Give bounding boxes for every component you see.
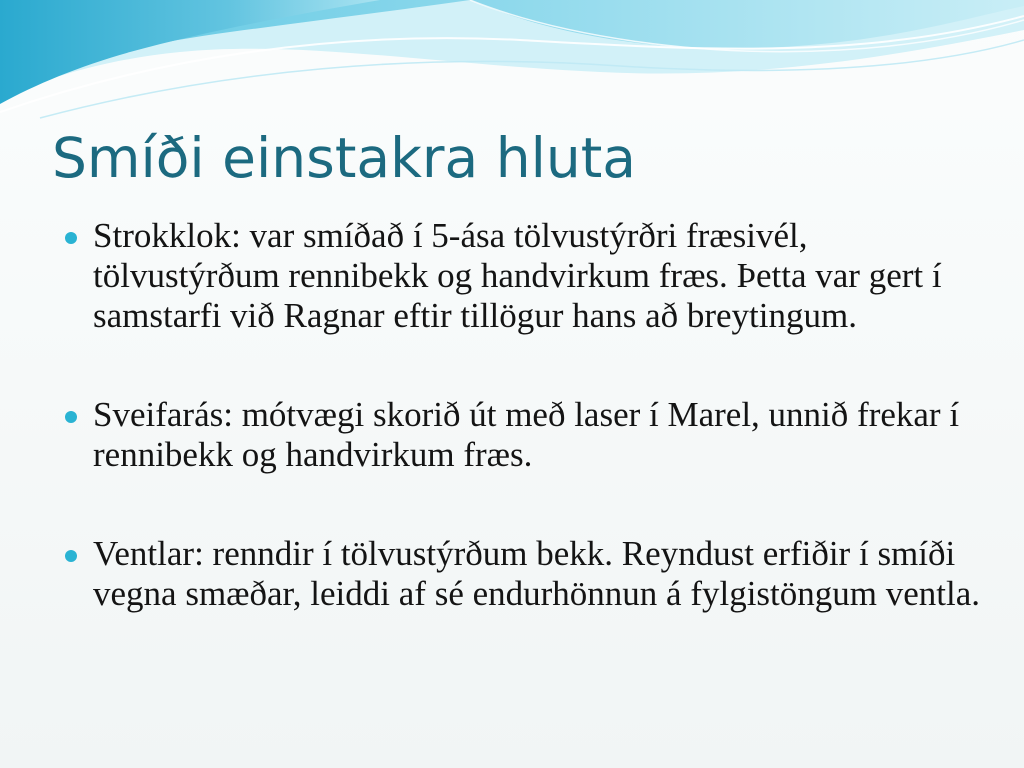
bullet-text: Strokklok: var smíðað í 5-ása tölvustýrðri fræsivél, tölvustýrðum rennibekk og handvirkum fræs. Þetta var gert í samstarfi við Ragnar eftir tillögur hans að breytingum. <box>93 216 942 335</box>
bullet-dot-icon <box>65 411 77 423</box>
bullet-dot-icon <box>65 550 77 562</box>
bullet-text: Ventlar: renndir í tölvustýrðum bekk. Reyndust erfiðir í smíði vegna smæðar, leiddi af sé endurhönnun á fylgistöngum ventla. <box>93 534 981 613</box>
bullet-item <box>62 216 982 336</box>
bullet-item <box>62 395 982 475</box>
slide-title: Smíði einstakra hluta <box>52 126 636 190</box>
bullet-item <box>62 534 982 614</box>
bullet-dot-icon <box>65 232 77 244</box>
bullet-text: Sveifarás: mótvægi skorið út með laser í Marel, unnið frekar í rennibekk og handvirkum fræs. <box>93 395 960 474</box>
bullet-list <box>62 216 982 614</box>
wave-decoration <box>0 0 1024 120</box>
